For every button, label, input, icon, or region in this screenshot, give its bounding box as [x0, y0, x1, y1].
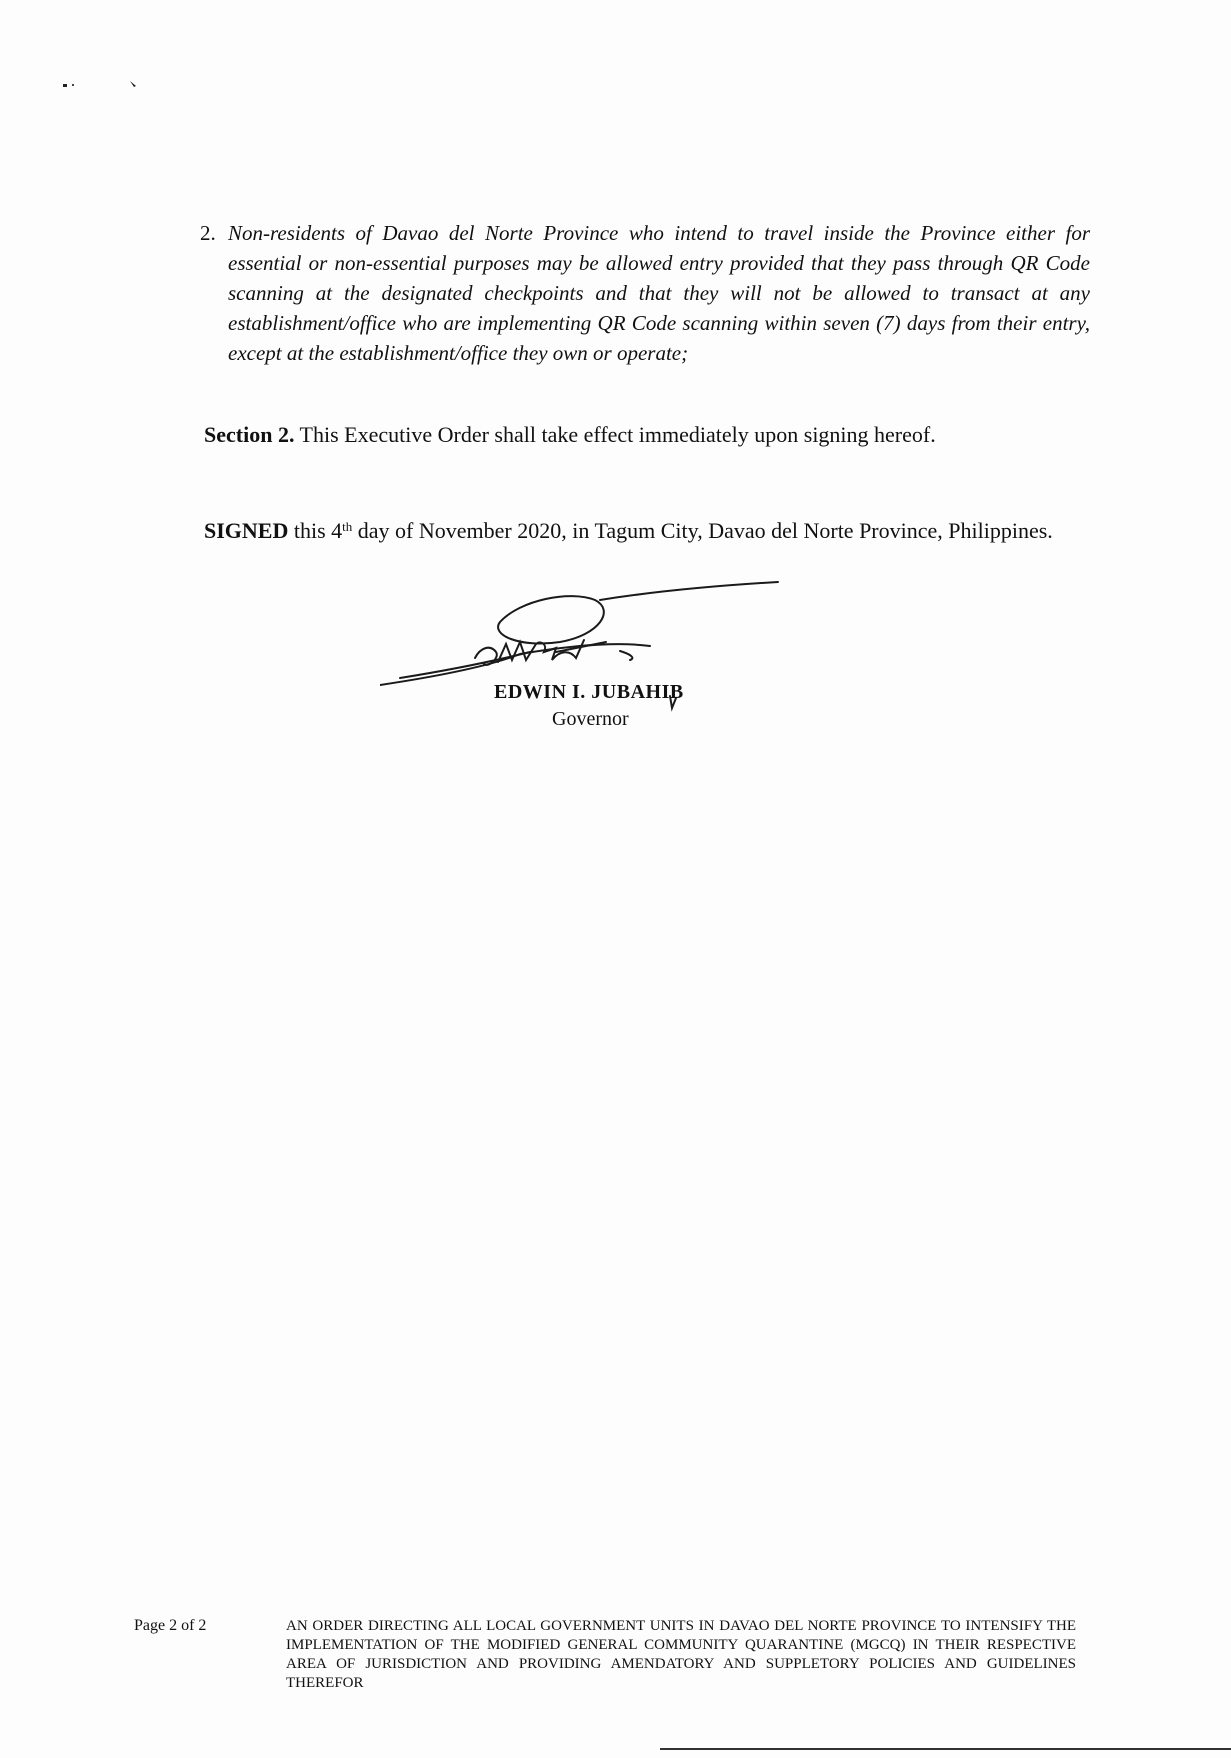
section-2-heading: Section 2.	[204, 422, 295, 447]
list-item-number: 2.	[200, 221, 216, 245]
scan-artifact	[60, 78, 160, 98]
signed-lead: SIGNED	[204, 518, 289, 543]
section-2-text: This Executive Order shall take effect immediately upon signing hereof.	[294, 422, 936, 447]
list-item-2	[200, 218, 1090, 368]
list-item-text: Non-residents of Davao del Norte Province who intend to travel inside the Province either for essential or non-essential purposes may be allowed entry provided that they pass through QR Code scanning at the designated checkpoints and that they will not be allowed to transact at any establishment/office who are implementing QR Code scanning within seven (7) days from their entry, except at the establishment/office they own or operate;	[228, 221, 1090, 365]
signatory-name: EDWIN I. JUBAHIB	[494, 681, 684, 703]
signed-ordinal: th	[342, 519, 353, 534]
signed-text-before: this 4	[288, 518, 343, 543]
signed-text-after: day of November 2020, in Tagum City, Davao del Norte Province, Philippines.	[352, 518, 1053, 543]
footer-order-title: AN ORDER DIRECTING ALL LOCAL GOVERNMENT UNITS IN DAVAO DEL NORTE PROVINCE TO INTENSIFY THE IMPLEMENTATION OF THE MODIFIED GENERAL COMMUNITY QUARANTINE (MGCQ) IN THEIR RESPECTIVE AREA OF JURISDICTION AND PROVIDING AMENDATORY AND SUPPLETORY POLICIES AND GUIDELINES THEREFOR	[286, 1618, 1076, 1691]
footer-divider	[660, 1748, 1231, 1750]
signatory-title: Governor	[552, 708, 629, 730]
page-number: Page 2 of 2	[134, 1617, 207, 1634]
section-2-paragraph	[204, 420, 1104, 450]
signed-paragraph	[130, 516, 1070, 546]
